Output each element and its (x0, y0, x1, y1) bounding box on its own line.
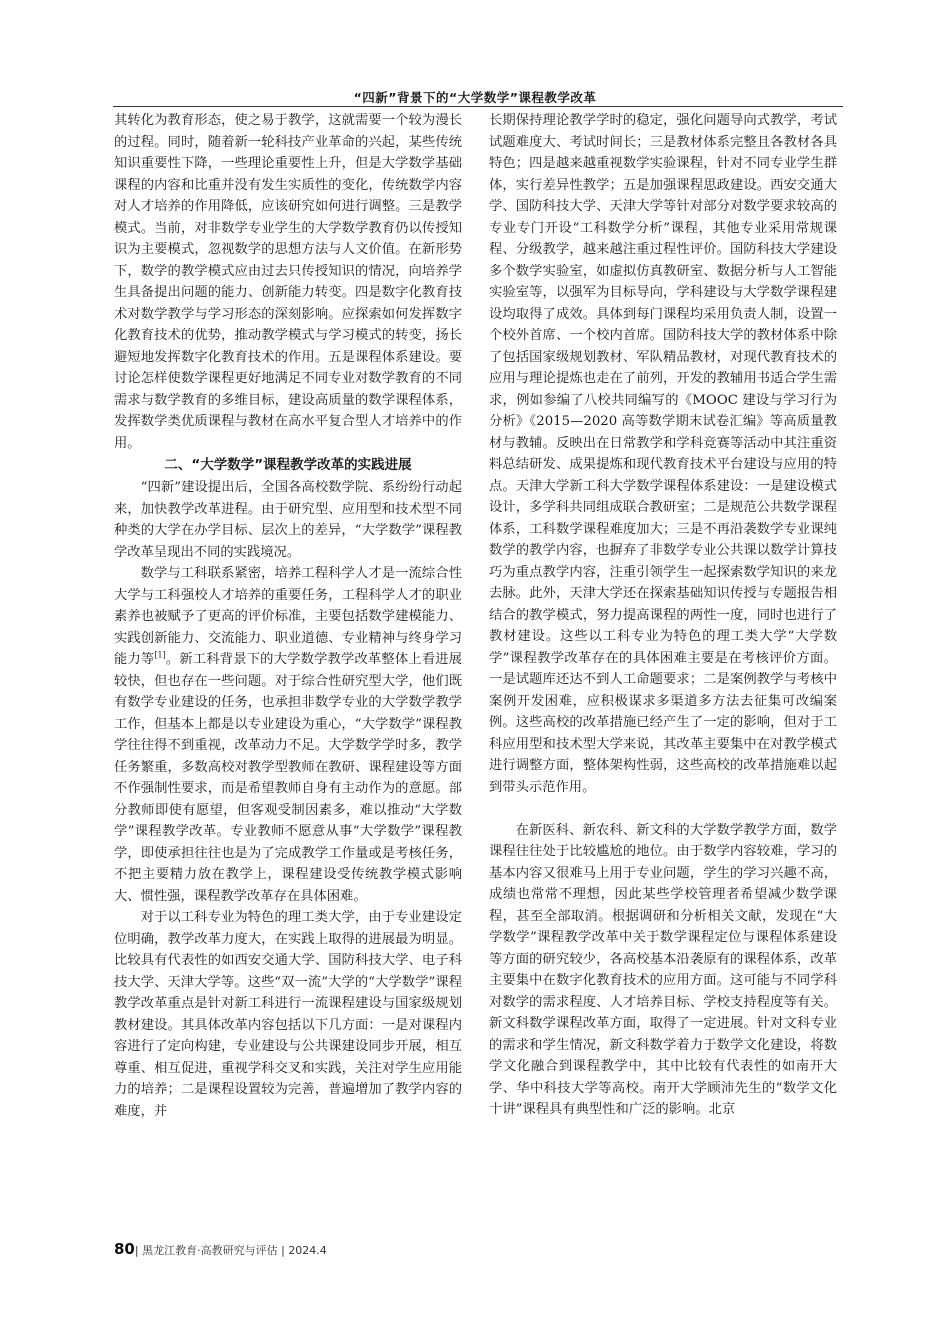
paragraph: 对于以工科专业为特色的理工类大学，由于专业建设定位明确，教学改革力度大，在实践上取得的进展最为明显。比较具有代表性的如西安交通大学、国防科技大学、电子科技大学、天津大学等。这些“双一流”大学的“大学数学”课程教学改革重点是针对新工科进行一流课程建设与国家级规划教材建设。其具体改革内容包括以下几方面：一是对课程内容进行了定向构建，专业建设与公共课建设同步开展，相互尊重、相互促进，重视学科交叉和实践，关注对学生应用能力的培养；二是课程设置较为完善，普遍增加了教学内容的难度，并 (114, 910, 462, 1119)
running-header: “四新”背景下的“大学数学”课程教学改革 (353, 90, 597, 105)
paragraph-text: 。新工科背景下的大学数学教学改革整体上看进展较快，但也存在一些问题。对于综合性研究型大学，他们既有数学专业建设的任务，也承担非数学专业的大学数学教学工作，但基本上都是以专业建设为重心，“大学数学”课程教学往往得不到重视，改革动力不足。大学数学学时多，教学任务繁重，多数高校对教学型教师在教研、课程建设等方面不作强制性要求，而是希望教师自身有主动作为的意愿。部分教师即使有愿望，但客观受制因素多，难以推动“大学数学”课程教学改革。专业教师不愿意从事“大学数学”课程教学，即使承担往往也是为了完成教学工作量或是考核任务，不把主要精力放在教学上，课程建设受传统教学模式影响大、惯性强，课程教学改革存在具体困难。 (114, 652, 463, 904)
journal-name: 黑龙江教育·高教研究与评估 (142, 1244, 278, 1257)
citation-ref: [1] (154, 650, 166, 660)
paragraph-continued: 长期保持理论教学学时的稳定，强化问题导向式教学，考试试题难度大、考试时间长；三是教材体系完整且各教材各具特色；四是越来越重视数学实验课程，针对不同专业学生群体，实行差异性教学；五是加强课程思政建设。西安交通大学、国防科技大学、天津大学等针对部分对数学要求较高的专业专门开设“工科数学分析”课程，其他专业采用常规课程、分级教学，越来越注重过程性评价。国防科技大学建设多个数学实验室，如虚拟仿真教研室、数据分析与人工智能实验室等，以强军为目标导向，学科建设与大学数学课程建设均取得了成效。具体到每门课程均采用负责人制，设置一个校外首席、一个校内首席。国防科技大学的教材体系中除了包括国家级规划教材、军队精品教材，对现代教育技术的应用与理论提炼也走在了前列，开发的教辅用书适合学生需求，例如参编了八校共同编写的《MOOC 建设与学习行为分析》《2015—2020 高等数学期末试卷汇编》等高质量教材与教辅。反映出在日常教学和学科竞赛等活动中其注重资料总结研发、成果提炼和现代教育技术平台建设与应用的特点。天津大学新工科大学数学课程体系建设：一是建设模式设计，多学科共同组成联合教研室；二是规范公共数学课程体系，工科数学课程难度加大；三是不再沿袭数学专业课纯数学的教学内容，也摒弃了非数学专业公共课以数学计算技巧为重点教学内容，注重引领学生一起探索数学知识的来龙去脉。此外，天津大学还在探索基础知识传授与专题报告相结合的教学模式，努力提高课程的两性一度，同时也进行了教材建设。这些以工科专业为特色的理工类大学“大学数学”课程教学改革存在的具体困难主要是在考核评价方面。一是试题库还达不到人工命题要求；二是案例教学与考核中案例开发困难，应积极谋求多渠道多方法去征集可改编案例。这些高校的改革措施已经产生了一定的影响，但对于工科应用型和技术型大学来说，其改革主要集中在对教学模式进行调整方面，整体架构性弱，这些高校的改革措施难以起到带头示范作用。 (489, 113, 837, 795)
section-heading: 二、“大学数学”课程教学改革的实践进展 (164, 457, 412, 473)
paragraph-continued: 其转化为教育形态，使之易于教学，这就需要一个较为漫长的过程。同时，随着新一轮科技产业革命的兴起，某些传统知识重要性下降，一些理论重要性上升，但是大学数学基础课程的内容和比重并没有发生实质性的变化，传统数学内容对人才培养的作用降低，应该研究如何进行调整。三是教学模式。当前，对非数学专业学生的大学数学教育仍以传授知识为主要模式，忽视数学的思想方法与人文价值。在新形势下，数学的教学模式应由过去只传授知识的情况，向培养学生具备提出问题的能力、创新能力转变。四是数字化教育技术对数学教学与学习形态的深刻影响。应探索如何发挥数字化教育技术的优势，推动教学模式与学习模式的转变，扬长避短地发挥数字化教育技术的作用。五是课程体系建设。要讨论怎样使数学课程更好地满足不同专业对数学教育的不同需求与数学教育的多维目标，建设高质量的数学课程体系，发挥数学类优质课程与教材在高水平复合型人才培养中的作用。 (114, 113, 462, 451)
footer-separator: | (281, 1244, 285, 1257)
page-footer (114, 1240, 327, 1258)
right-column (489, 110, 837, 1121)
page-number: 80 (114, 1240, 135, 1258)
paragraph: “四新”建设提出后，全国各高校数学院、系纷纷行动起来，加快教学改革进程。由于研究型、应用型和技术型不同种类的大学在办学目标、层次上的差异，“大学数学”课程教学改革呈现出不同的实践境况。 (114, 480, 462, 560)
paragraph-text: 数学与工科联系紧密，培养工程科学人才是一流综合性大学与工科强校人才培养的重要任务，工程科学人才的职业素养也被赋予了更高的评价标准，主要包括数学建模能力、实践创新能力、交流能力、职业道德、专业精神与终身学习能力等 (114, 566, 462, 667)
footer-separator: | (134, 1244, 139, 1257)
paragraph (114, 563, 462, 907)
paragraph: 在新医科、新农科、新文科的大学数学教学方面，数学课程往往处于比较尴尬的地位。由于数学内容较难，学习的基本内容又很难马上用于专业问题，学生的学习兴趣不高，成绩也常常不理想，因此某些学校管理者希望减少数学课程，甚至全部取消。根据调研和分析相关文献，发现在“大学数学”课程教学改革中关于数学课程定位与课程体系建设等方面的研究较少，各高校基本沿袭原有的课程体系，改革主要集中在数字化教育技术的应用方面。这可能与不同学科对数学的需求程度、人才培养目标、学校支持程度等有关。新文科数学课程改革方面，取得了一定进展。针对文科专业的需求和学生情况，新文科数学着力于数学文化建设，将数学文化融合到课程教学中，其中比较有代表性的如南开大学、华中科技大学等高校。南开大学顾沛先生的“数学文化十讲”课程具有典型性和广泛的影响。北京 (489, 822, 837, 1117)
left-column (114, 110, 462, 1122)
issue-number: 2024.4 (288, 1244, 327, 1257)
header-rule (113, 106, 843, 107)
